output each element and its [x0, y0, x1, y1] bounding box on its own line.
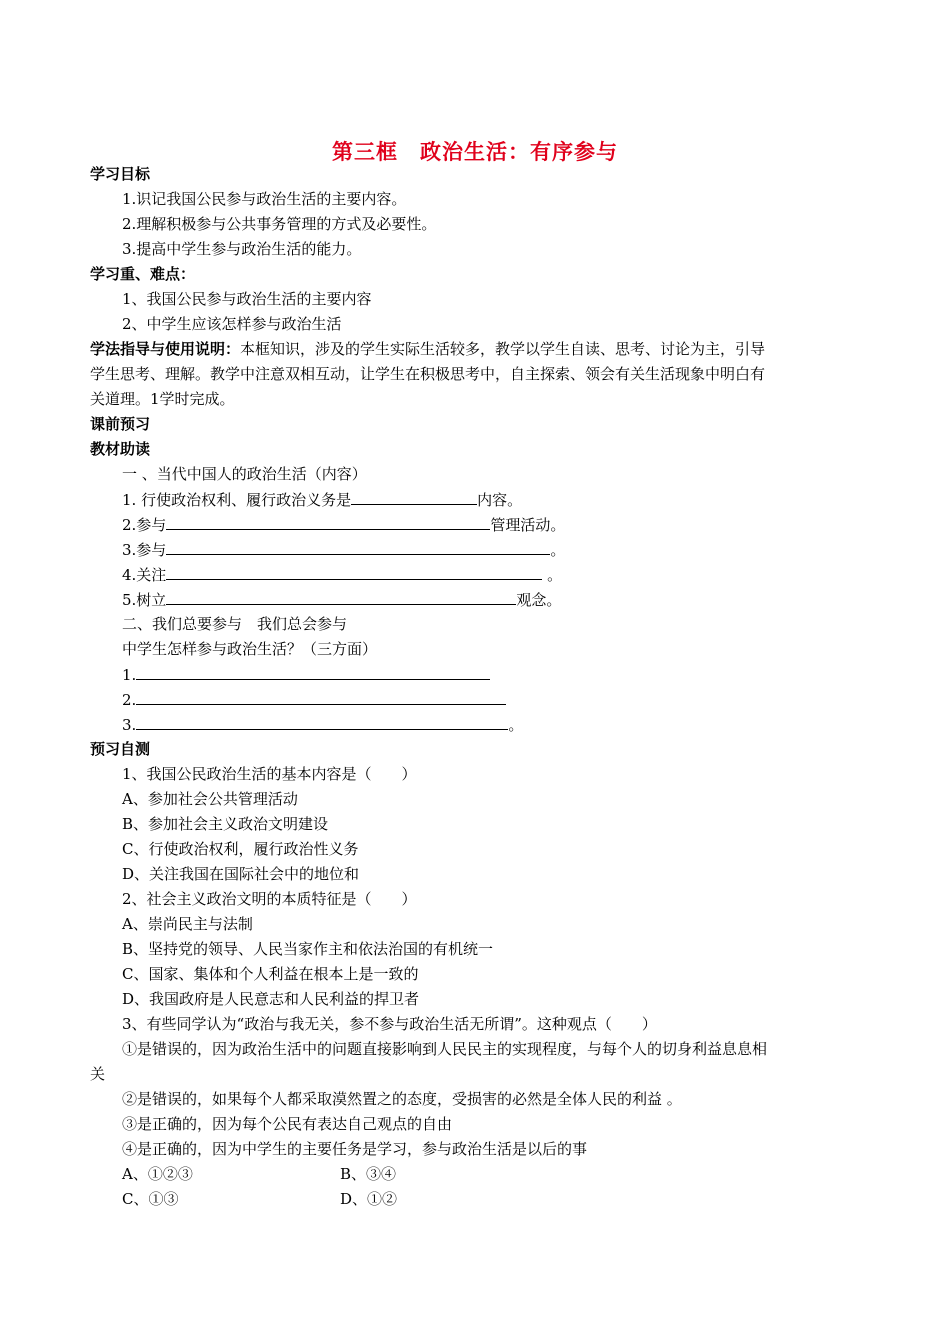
q1-option-b[interactable]: B、参加社会主义政治文明建设	[122, 815, 329, 833]
reading-question: 中学生怎样参与政治生活？（三方面）	[122, 640, 378, 658]
q3-options-row-2	[122, 1189, 862, 1209]
selftest-heading: 预习自测	[90, 740, 151, 758]
preview-heading: 课前预习	[90, 415, 151, 433]
fill-blank-2[interactable]	[166, 514, 490, 530]
q3-option-b[interactable]: B、③④	[340, 1165, 397, 1183]
fill-line-4	[122, 564, 862, 585]
q3-option-a[interactable]: A、①②③	[122, 1165, 193, 1183]
q3-statement-1: ①是错误的，因为政治生活中的问题直接影响到人民民主的实现程度，与每个人的切身利益息息相	[122, 1040, 768, 1058]
goal-item-3: 3.提高中学生参与政治生活的能力。	[122, 240, 362, 258]
goals-heading: 学习目标	[90, 165, 151, 183]
question-3: 3、有些同学认为“政治与我无关，参不参与政治生活无所谓”。这种观点（ ）	[122, 1015, 657, 1033]
method-line-3: 关道理。1学时完成。	[90, 390, 235, 408]
fill-3-suffix: 。	[550, 541, 566, 559]
q3-statement-1-cont: 关	[90, 1065, 106, 1083]
answer-2-number: 2.	[122, 691, 137, 709]
key-item-1: 1、我国公民参与政治生活的主要内容	[122, 290, 372, 308]
q1-option-a[interactable]: A、参加社会公共管理活动	[122, 790, 298, 808]
method-line-1	[90, 339, 860, 359]
q2-option-c[interactable]: C、国家、集体和个人利益在根本上是一致的	[122, 965, 419, 983]
fill-line-5	[122, 589, 862, 610]
q3-statement-2: ②是错误的，如果每个人都采取漠然置之的态度，受损害的必然是全体人民的利益 。	[122, 1090, 682, 1108]
q3-statement-3: ③是正确的，因为每个公民有表达自己观点的自由	[122, 1115, 453, 1133]
q3-option-c[interactable]: C、①③	[122, 1190, 179, 1208]
question-2: 2、社会主义政治文明的本质特征是（ ）	[122, 890, 417, 908]
key-item-2: 2、中学生应该怎样参与政治生活	[122, 315, 342, 333]
q2-option-b[interactable]: B、坚持党的领导、人民当家作主和依法治国的有机统一	[122, 940, 494, 958]
q1-option-d[interactable]: D、关注我国在国际社会中的地位和	[122, 865, 360, 883]
q3-statement-4: ④是正确的，因为中学生的主要任务是学习，参与政治生活是以后的事	[122, 1140, 588, 1158]
goal-item-1: 1.识记我国公民参与政治生活的主要内容。	[122, 190, 407, 208]
method-label: 学法指导与使用说明：	[90, 340, 241, 358]
fill-blank-5[interactable]	[166, 589, 516, 605]
fill-blank-3[interactable]	[166, 539, 550, 555]
fill-4-suffix: 。	[542, 566, 563, 584]
answer-blank-3[interactable]	[136, 714, 508, 730]
answer-3-suffix: 。	[508, 716, 524, 734]
fill-line-2	[122, 514, 862, 535]
fill-5-prefix: 5.树立	[122, 591, 167, 609]
method-text-1: 本框知识，涉及的学生实际生活较多，教学以学生自读、思考、讨论为主，引导	[240, 340, 766, 358]
keys-heading: 学习重、难点：	[90, 265, 196, 283]
page-title: 第三框 政治生活：有序参与	[332, 140, 618, 164]
q1-option-c[interactable]: C、行使政治权利，履行政治性义务	[122, 840, 359, 858]
answer-blank-1[interactable]	[136, 664, 490, 680]
answer-blank-2[interactable]	[136, 689, 506, 705]
fill-blank-1[interactable]	[351, 489, 477, 505]
fill-2-prefix: 2.参与	[122, 516, 167, 534]
reading-section-2: 二、我们总要参与 我们总会参与	[122, 615, 348, 633]
goal-item-2: 2.理解积极参与公共事务管理的方式及必要性。	[122, 215, 437, 233]
method-line-2: 学生思考、理解。教学中注意双相互动，让学生在积极思考中，自主探索、领会有关生活现象中明白有	[90, 365, 766, 383]
q2-option-d[interactable]: D、我国政府是人民意志和人民利益的捍卫者	[122, 990, 420, 1008]
answer-line-1	[122, 664, 862, 685]
fill-2-suffix: 管理活动。	[490, 516, 566, 534]
answer-line-3	[122, 714, 862, 735]
fill-1-suffix: 内容。	[477, 491, 523, 509]
fill-4-prefix: 4.关注	[122, 566, 167, 584]
q2-option-a[interactable]: A、崇尚民主与法制	[122, 915, 253, 933]
reading-heading: 教材助读	[90, 440, 151, 458]
q3-options-row-1	[122, 1164, 862, 1184]
answer-line-2	[122, 689, 862, 710]
question-1: 1、我国公民政治生活的基本内容是（ ）	[122, 765, 417, 783]
reading-section-1: 一 、当代中国人的政治生活（内容）	[122, 465, 367, 483]
fill-line-3	[122, 539, 862, 560]
answer-3-number: 3.	[122, 716, 137, 734]
fill-blank-4[interactable]	[166, 564, 542, 580]
fill-1-prefix: 1. 行使政治权利、履行政治义务是	[122, 491, 352, 509]
fill-3-prefix: 3.参与	[122, 541, 167, 559]
fill-5-suffix: 观念。	[516, 591, 562, 609]
q3-option-d[interactable]: D、①②	[340, 1190, 398, 1208]
fill-line-1	[122, 489, 862, 510]
answer-1-number: 1.	[122, 666, 137, 684]
